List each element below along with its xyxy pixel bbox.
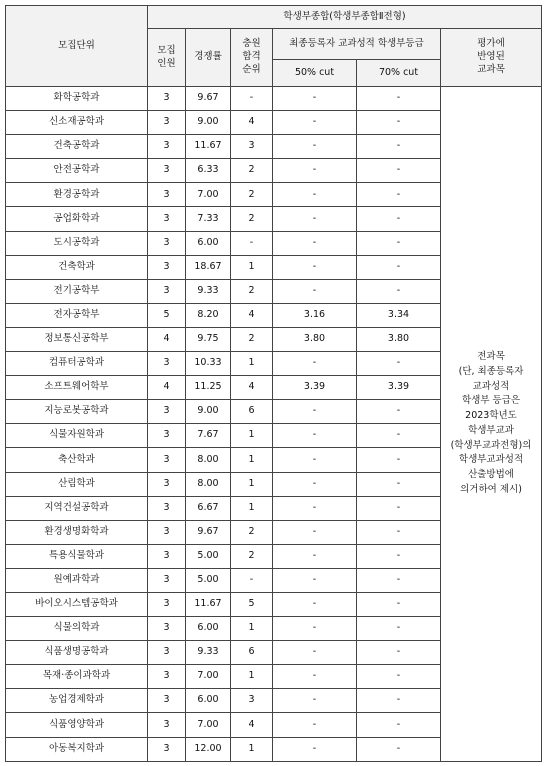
row-capacity: 3	[148, 183, 186, 207]
row-ratio: 5.00	[186, 544, 231, 568]
row-unit: 아동복지학과	[6, 737, 148, 761]
row-cut70: -	[357, 183, 441, 207]
row-cut70: -	[357, 87, 441, 111]
row-cut70: -	[357, 111, 441, 135]
row-cut50: -	[273, 448, 357, 472]
row-ratio: 10.33	[186, 352, 231, 376]
row-waitlist: 1	[231, 617, 273, 641]
row-unit: 전기공학부	[6, 279, 148, 303]
row-waitlist: 1	[231, 737, 273, 761]
eval-note-line: 학생부교과성적	[458, 454, 524, 466]
row-cut70: 3.34	[357, 303, 441, 327]
row-capacity: 3	[148, 448, 186, 472]
row-ratio: 9.67	[186, 87, 231, 111]
row-unit: 화학공학과	[6, 87, 148, 111]
row-unit: 안전공학과	[6, 159, 148, 183]
row-cut70: -	[357, 592, 441, 616]
row-capacity: 3	[148, 111, 186, 135]
row-waitlist: 2	[231, 327, 273, 351]
row-cut50: -	[273, 544, 357, 568]
row-capacity: 3	[148, 544, 186, 568]
row-cut70: -	[357, 472, 441, 496]
row-cut50: -	[273, 159, 357, 183]
row-waitlist: 2	[231, 183, 273, 207]
header-track: 학생부종합(학생부종합Ⅱ전형)	[148, 6, 542, 29]
row-ratio: 5.00	[186, 568, 231, 592]
row-capacity: 3	[148, 135, 186, 159]
row-cut70: -	[357, 159, 441, 183]
header-cut70: 70% cut	[357, 60, 441, 87]
eval-note-line: 학생부 등급은	[461, 395, 521, 407]
row-cut50: -	[273, 424, 357, 448]
row-cut70: 3.80	[357, 327, 441, 351]
eval-subjects-note	[441, 87, 542, 762]
row-ratio: 6.00	[186, 231, 231, 255]
row-ratio: 9.33	[186, 279, 231, 303]
eval-note-line: 의거하여 제시)	[460, 483, 522, 495]
row-waitlist: -	[231, 87, 273, 111]
row-waitlist: 1	[231, 496, 273, 520]
row-cut70: -	[357, 255, 441, 279]
row-waitlist: 4	[231, 713, 273, 737]
row-cut50: 3.80	[273, 327, 357, 351]
row-unit: 도시공학과	[6, 231, 148, 255]
row-capacity: 3	[148, 207, 186, 231]
row-capacity: 3	[148, 592, 186, 616]
row-ratio: 6.00	[186, 689, 231, 713]
row-cut50: -	[273, 520, 357, 544]
row-unit: 소프트웨어학부	[6, 376, 148, 400]
row-waitlist: 1	[231, 255, 273, 279]
row-ratio: 11.25	[186, 376, 231, 400]
row-cut70: 3.39	[357, 376, 441, 400]
row-cut70: -	[357, 231, 441, 255]
row-cut50: -	[273, 183, 357, 207]
row-capacity: 3	[148, 424, 186, 448]
row-cut50: -	[273, 472, 357, 496]
row-waitlist: 1	[231, 472, 273, 496]
row-cut70: -	[357, 641, 441, 665]
row-waitlist: 1	[231, 665, 273, 689]
table-row	[6, 87, 542, 111]
row-cut70: -	[357, 448, 441, 472]
row-unit: 정보통신공학부	[6, 327, 148, 351]
row-capacity: 3	[148, 520, 186, 544]
row-cut50: -	[273, 279, 357, 303]
header-ratio: 경쟁률	[186, 29, 231, 87]
row-waitlist: 3	[231, 689, 273, 713]
row-cut50: -	[273, 592, 357, 616]
row-cut50: -	[273, 352, 357, 376]
row-cut50: -	[273, 641, 357, 665]
row-unit: 목재·종이과학과	[6, 665, 148, 689]
row-waitlist: 4	[231, 111, 273, 135]
eval-note-line: 산출방법에	[468, 468, 514, 480]
row-unit: 식품영양학과	[6, 713, 148, 737]
row-capacity: 3	[148, 496, 186, 520]
row-ratio: 9.33	[186, 641, 231, 665]
row-cut70: -	[357, 400, 441, 424]
row-cut70: -	[357, 279, 441, 303]
row-unit: 원예과학과	[6, 568, 148, 592]
row-cut70: -	[357, 568, 441, 592]
row-unit: 환경생명화학과	[6, 520, 148, 544]
row-ratio: 8.20	[186, 303, 231, 327]
row-capacity: 3	[148, 231, 186, 255]
row-ratio: 11.67	[186, 135, 231, 159]
row-capacity: 3	[148, 617, 186, 641]
row-cut70: -	[357, 496, 441, 520]
row-ratio: 9.00	[186, 111, 231, 135]
row-cut50: -	[273, 207, 357, 231]
row-cut70: -	[357, 665, 441, 689]
row-waitlist: 1	[231, 424, 273, 448]
row-cut70: -	[357, 135, 441, 159]
row-ratio: 6.67	[186, 496, 231, 520]
row-cut50: -	[273, 665, 357, 689]
row-waitlist: -	[231, 568, 273, 592]
row-unit: 산림학과	[6, 472, 148, 496]
row-unit: 공업화학과	[6, 207, 148, 231]
row-cut50: -	[273, 400, 357, 424]
admission-results-table	[5, 5, 542, 762]
row-unit: 농업경제학과	[6, 689, 148, 713]
row-cut50: -	[273, 617, 357, 641]
row-waitlist: 6	[231, 400, 273, 424]
row-unit: 지능로봇공학과	[6, 400, 148, 424]
row-ratio: 9.00	[186, 400, 231, 424]
row-waitlist: 2	[231, 520, 273, 544]
row-waitlist: 2	[231, 279, 273, 303]
row-capacity: 4	[148, 376, 186, 400]
row-capacity: 3	[148, 279, 186, 303]
row-capacity: 3	[148, 472, 186, 496]
row-cut50: -	[273, 568, 357, 592]
row-ratio: 9.67	[186, 520, 231, 544]
row-ratio: 8.00	[186, 472, 231, 496]
header-cut50: 50% cut	[273, 60, 357, 87]
row-unit: 특용식물학과	[6, 544, 148, 568]
row-cut50: -	[273, 496, 357, 520]
row-waitlist: 6	[231, 641, 273, 665]
row-ratio: 8.00	[186, 448, 231, 472]
row-cut70: -	[357, 424, 441, 448]
row-waitlist: 4	[231, 303, 273, 327]
header-capacity: 모집 인원	[148, 29, 186, 87]
row-unit: 컴퓨터공학과	[6, 352, 148, 376]
row-ratio: 9.75	[186, 327, 231, 351]
row-capacity: 5	[148, 303, 186, 327]
row-ratio: 6.33	[186, 159, 231, 183]
row-capacity: 3	[148, 737, 186, 761]
row-cut70: -	[357, 737, 441, 761]
row-cut70: -	[357, 689, 441, 713]
row-unit: 축산학과	[6, 448, 148, 472]
eval-note-line: 학생부교과	[468, 424, 514, 436]
row-capacity: 3	[148, 159, 186, 183]
row-waitlist: 2	[231, 207, 273, 231]
row-waitlist: 5	[231, 592, 273, 616]
row-cut70: -	[357, 352, 441, 376]
row-capacity: 4	[148, 327, 186, 351]
row-ratio: 12.00	[186, 737, 231, 761]
row-waitlist: 4	[231, 376, 273, 400]
row-waitlist: -	[231, 231, 273, 255]
header-waitlist: 충원 합격 순위	[231, 29, 273, 87]
row-capacity: 3	[148, 713, 186, 737]
row-cut70: -	[357, 617, 441, 641]
header-eval-subjects: 평가에 반영된 교과목	[441, 29, 542, 87]
row-ratio: 7.33	[186, 207, 231, 231]
row-capacity: 3	[148, 641, 186, 665]
row-waitlist: 2	[231, 159, 273, 183]
row-unit: 바이오시스템공학과	[6, 592, 148, 616]
row-cut50: 3.16	[273, 303, 357, 327]
row-ratio: 6.00	[186, 617, 231, 641]
row-ratio: 7.00	[186, 183, 231, 207]
row-cut50: -	[273, 689, 357, 713]
row-ratio: 7.00	[186, 713, 231, 737]
row-cut50: -	[273, 87, 357, 111]
row-unit: 신소재공학과	[6, 111, 148, 135]
row-cut50: -	[273, 111, 357, 135]
row-cut70: -	[357, 713, 441, 737]
row-cut70: -	[357, 544, 441, 568]
row-unit: 지역건설공학과	[6, 496, 148, 520]
row-ratio: 7.00	[186, 665, 231, 689]
eval-note-line: 교과성적	[472, 380, 510, 392]
eval-note-line: 전과목	[477, 351, 505, 363]
row-cut50: -	[273, 255, 357, 279]
row-unit: 식물의학과	[6, 617, 148, 641]
row-unit: 식품생명공학과	[6, 641, 148, 665]
eval-note-line: 2023학년도	[465, 410, 517, 422]
row-capacity: 3	[148, 665, 186, 689]
row-capacity: 3	[148, 568, 186, 592]
row-unit: 건축학과	[6, 255, 148, 279]
row-cut70: -	[357, 207, 441, 231]
row-unit: 전자공학부	[6, 303, 148, 327]
row-capacity: 3	[148, 689, 186, 713]
row-cut70: -	[357, 520, 441, 544]
row-waitlist: 1	[231, 448, 273, 472]
eval-note-line: (학생부교과전형)의	[450, 439, 532, 451]
row-capacity: 3	[148, 87, 186, 111]
header-grade-group: 최종등록자 교과성적 학생부등급	[273, 29, 441, 60]
row-capacity: 3	[148, 255, 186, 279]
row-cut50: -	[273, 231, 357, 255]
row-waitlist: 3	[231, 135, 273, 159]
row-unit: 식물자원학과	[6, 424, 148, 448]
row-ratio: 11.67	[186, 592, 231, 616]
row-ratio: 18.67	[186, 255, 231, 279]
row-unit: 환경공학과	[6, 183, 148, 207]
row-capacity: 3	[148, 400, 186, 424]
row-cut50: -	[273, 737, 357, 761]
admission-table-wrapper	[5, 5, 542, 762]
row-cut50: -	[273, 135, 357, 159]
row-cut50: -	[273, 713, 357, 737]
row-waitlist: 2	[231, 544, 273, 568]
row-cut50: 3.39	[273, 376, 357, 400]
row-unit: 건축공학과	[6, 135, 148, 159]
header-unit: 모집단위	[6, 6, 148, 87]
row-ratio: 7.67	[186, 424, 231, 448]
eval-note-line: (단, 최종등록자	[458, 365, 524, 377]
row-capacity: 3	[148, 352, 186, 376]
table-body	[6, 87, 542, 762]
row-waitlist: 1	[231, 352, 273, 376]
